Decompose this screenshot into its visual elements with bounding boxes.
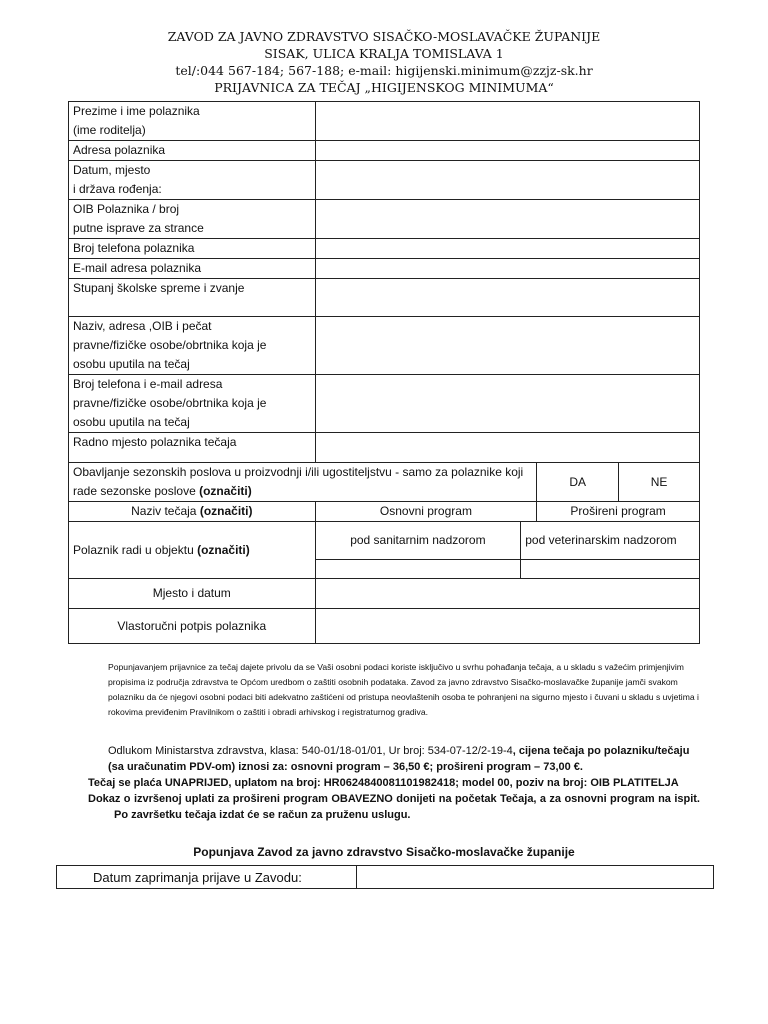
privacy-notice: Popunjavanjem prijavnice za tečaj dajete privolu da se Vaši osobni podaci koriste isključivo u svrhu pohađanja tečaja, a u skladu s važećim primjenjivim propisima iz područja zdravstva te Općom uredbom o zaštiti osobnih podataka. Zavod za javno zdravstvo Sisačko-moslavačke županije jamči svakom polazniku da će njegovi osobni podaci biti adekvatno zaštićeni od pristupa neovlaštenih osoba te pohranjeni na sigurno mjesto i čuvani u skladu s uvjetima i rokovima previđenim Pravilnikom o zaštiti i obradi arhivskog i registraturnog gradiva. xyxy=(108,662,699,717)
object-label: Polaznik radi u objektu (označiti) xyxy=(69,522,316,579)
field-input-cell[interactable] xyxy=(315,317,699,375)
field-input-cell[interactable] xyxy=(315,161,699,200)
field-input-cell[interactable] xyxy=(315,375,699,433)
signature-input-cell[interactable] xyxy=(315,609,699,644)
object-table xyxy=(68,521,700,644)
signature-label: Vlastoručni potpis polaznika xyxy=(69,609,316,644)
course-row xyxy=(69,502,700,522)
table-row xyxy=(69,259,700,279)
field-input-cell[interactable] xyxy=(315,102,699,141)
table-row xyxy=(69,141,700,161)
field-label: E-mail adresa polaznika xyxy=(69,259,316,279)
course-label: Naziv tečaja (označiti) xyxy=(69,502,316,522)
institution-address: SISAK, ULICA KRALJA TOMISLAVA 1 xyxy=(264,46,504,61)
field-input-cell[interactable] xyxy=(315,433,699,463)
table-row xyxy=(69,279,700,317)
table-row xyxy=(69,433,700,463)
institution-contact: tel/:044 567-184; 567-188; e-mail: higijenski.minimum@zzjz-sk.hr xyxy=(175,63,593,78)
document-header xyxy=(0,28,768,96)
payment-note: Tečaj se plaća UNAPRIJED, uplatom na broj: HR0624840081101982418; model 00, poziv na broj: OIB PLATITELJA xyxy=(88,777,679,789)
table-row xyxy=(69,609,700,644)
application-form-table xyxy=(68,101,700,522)
field-label: OIB Polaznika / broj putne isprave za strance xyxy=(69,200,316,239)
field-label: Broj telefona polaznika xyxy=(69,239,316,259)
seasonal-no-option[interactable]: NE xyxy=(619,463,700,502)
field-input-cell[interactable] xyxy=(315,141,699,161)
table-row xyxy=(69,102,700,141)
table-row xyxy=(69,239,700,259)
table-row xyxy=(69,161,700,200)
field-input-cell[interactable] xyxy=(315,259,699,279)
seasonal-yes-option[interactable]: DA xyxy=(537,463,619,502)
payment-notes xyxy=(88,743,700,823)
seasonal-work-row xyxy=(69,463,700,502)
sanitary-mark-cell[interactable] xyxy=(315,560,521,579)
form-title: PRIJAVNICA ZA TEČAJ „HIGIJENSKOG MINIMUMA“ xyxy=(214,80,554,95)
place-date-label: Mjesto i datum xyxy=(69,579,316,609)
proof-note: Dokaz o izvršenoj uplati za prošireni program OBAVEZNO donijeti na početak Tečaja, a za osnovni program na ispit. Po završetku tečaja izdat će se račun za pruženu uslugu. xyxy=(88,793,700,821)
field-input-cell[interactable] xyxy=(315,279,699,317)
field-input-cell[interactable] xyxy=(315,200,699,239)
table-row xyxy=(69,317,700,375)
price-note: Odlukom Ministarstva zdravstva, klasa: 540-01/18-01/01, Ur broj: 534-07-12/2-19-4, cijena tečaja po polazniku/tečaju (sa uračunatim PDV-om) iznosi za: osnovni program – 36,50 €; prošireni program – 73,00 €. xyxy=(108,745,690,773)
table-row xyxy=(69,375,700,433)
veterinary-mark-cell[interactable] xyxy=(521,560,700,579)
field-label: Radno mjesto polaznika tečaja xyxy=(69,433,316,463)
table-row xyxy=(57,866,714,889)
field-label: Prezime i ime polaznika (ime roditelja) xyxy=(69,102,316,141)
sanitary-supervision-option[interactable]: pod sanitarnim nadzorom xyxy=(315,522,521,560)
table-row xyxy=(69,200,700,239)
field-input-cell[interactable] xyxy=(315,239,699,259)
receipt-table xyxy=(56,865,714,889)
table-row xyxy=(69,522,700,560)
receipt-date-label: Datum zaprimanja prijave u Zavodu: xyxy=(57,866,357,889)
table-row xyxy=(69,579,700,609)
place-date-input-cell[interactable] xyxy=(315,579,699,609)
course-extended-option[interactable]: Prošireni program xyxy=(537,502,700,522)
office-use-title: Popunjava Zavod za javno zdravstvo Sisačko-moslavačke županije xyxy=(193,845,575,859)
course-basic-option[interactable]: Osnovni program xyxy=(315,502,537,522)
seasonal-work-label: Obavljanje sezonskih poslova u proizvodnji i/ili ugostiteljstvu - samo za polaznike koji rade sezonske poslove (označiti) xyxy=(69,463,537,502)
field-label: Datum, mjesto i država rođenja: xyxy=(69,161,316,200)
veterinary-supervision-option[interactable]: pod veterinarskim nadzorom xyxy=(521,522,700,560)
field-label: Broj telefona i e-mail adresa pravne/fizičke osobe/obrtnika koja je osobu uputila na tečaj xyxy=(69,375,316,433)
field-label: Adresa polaznika xyxy=(69,141,316,161)
receipt-date-input-cell[interactable] xyxy=(356,866,713,889)
institution-name: ZAVOD ZA JAVNO ZDRAVSTVO SISAČKO-MOSLAVAČKE ŽUPANIJE xyxy=(167,29,601,44)
field-label: Naziv, adresa ,OIB i pečat pravne/fizičke osobe/obrtnika koja je osobu uputila na tečaj xyxy=(69,317,316,375)
field-label: Stupanj školske spreme i zvanje xyxy=(69,279,316,317)
